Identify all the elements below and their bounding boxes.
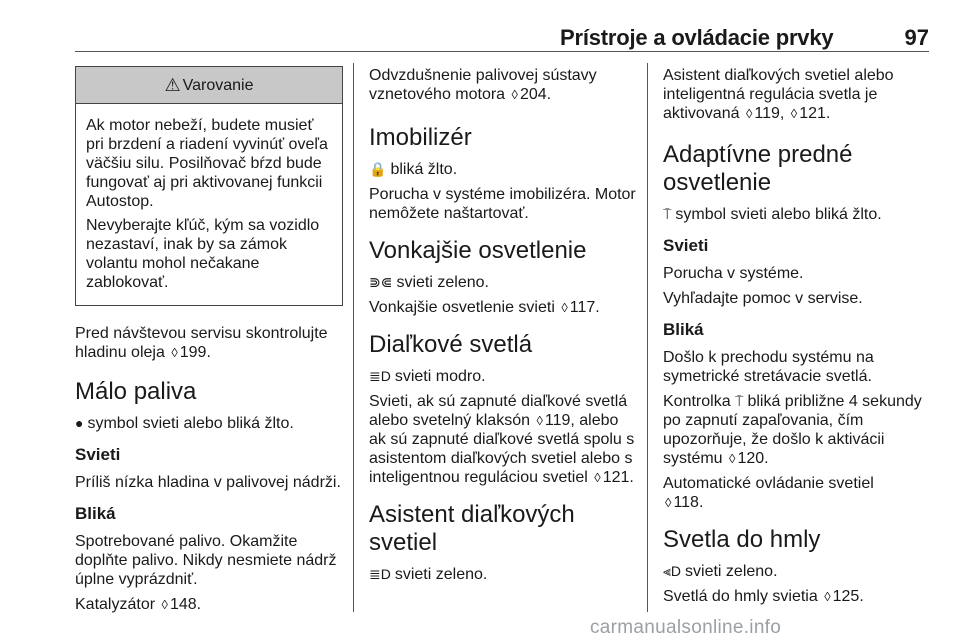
page-number: 97 [904, 25, 929, 50]
page-reference[interactable]: 119, [754, 105, 785, 122]
svieti-text: Porucha v systéme. [663, 265, 804, 282]
page-reference[interactable]: 199. [179, 344, 211, 361]
warning-header [76, 67, 342, 104]
high-beam-text: Svieti, ak sú zapnuté diaľkové svetlá alebo svetelný klaksón ◊ 119, alebo ak sú zapnuté diaľkové svetlá spolu s asistentom diaľkových svetiel alebo s inteligentnou reguláciou svetiel ◊ 121. [369, 393, 635, 486]
adaptive-light-icon: ⍑ [663, 206, 672, 222]
blika-text: Spotrebované palivo. Okamžite doplňte palivo. Nikdy nesmiete nádrž úplne vyprázdniť. [75, 533, 337, 588]
assist-indicator: ≣D svieti zeleno. [369, 566, 488, 583]
section-heading-immobilizer: Imobilizér [369, 124, 472, 151]
column-divider-1 [353, 63, 354, 612]
immobilizer-indicator: 🔒 bliká žlto. [369, 161, 458, 178]
section-heading-exterior-lights: Vonkajšie osvetlenie [369, 237, 587, 264]
column-divider-2 [647, 63, 648, 612]
section-heading-fog-lights: Svetla do hmly [663, 526, 821, 553]
reference-arrow-icon: ◊ [824, 589, 831, 604]
page-reference[interactable]: 121. [602, 469, 634, 486]
reference-arrow-icon: ◊ [161, 597, 168, 612]
warning-title: Varovanie [182, 77, 254, 94]
high-beam-indicator: ≣D svieti modro. [369, 368, 486, 385]
high-beam-icon: ≣D [369, 368, 391, 384]
reference-arrow-icon: ◊ [171, 345, 178, 360]
degas-paragraph: Odvzdušnenie palivovej sústavy vznetového motora ◊ 204. [369, 67, 597, 103]
page-reference[interactable]: 204. [519, 86, 552, 103]
control-lamp-paragraph: Kontrolka ⍑ bliká približne 4 sekundy po zapnutí zapaľovania, čím upozorňuje, že došlo k aktivácii systému ◊ 120. [663, 393, 922, 467]
column-3 [663, 66, 931, 612]
page-reference[interactable]: 125. [832, 588, 864, 605]
reference-arrow-icon: ◊ [536, 413, 543, 428]
column-1 [75, 66, 343, 620]
low-fuel-indicator: ● symbol svieti alebo bliká žlto. [75, 415, 294, 432]
reference-arrow-icon: ◊ [790, 106, 798, 121]
reference-arrow-icon: ◊ [745, 106, 753, 121]
exterior-light-icon: ⋑⋐ [369, 274, 393, 290]
reference-arrow-icon: ◊ [594, 470, 601, 485]
watermark: carmanualsonline.info [590, 617, 782, 638]
page-reference[interactable]: 121. [799, 105, 831, 122]
reference-arrow-icon: ◊ [511, 87, 518, 102]
page-reference[interactable]: 118. [673, 494, 704, 511]
section-heading-high-beam: Diaľkové svetlá [369, 331, 533, 358]
reference-arrow-icon: ◊ [729, 451, 736, 466]
reference-arrow-icon: ◊ [561, 300, 568, 315]
immobilizer-text: Porucha v systéme imobilizéra. Motor nemôžete naštartovať. [369, 186, 636, 222]
warning-box [75, 66, 343, 306]
high-beam-assist-icon: ≣D [369, 566, 391, 582]
warning-triangle-icon: ⚠ [164, 75, 181, 95]
catalyst-paragraph: Katalyzátor ◊ 148. [75, 596, 202, 613]
fuel-indicator-icon: ● [75, 415, 84, 431]
fog-indicator: ⫷D svieti zeleno. [663, 563, 778, 580]
subheading-blika: Bliká [75, 504, 116, 523]
subheading-svieti: Svieti [75, 445, 121, 464]
reference-arrow-icon: ◊ [665, 495, 672, 510]
section-heading-adaptive-lighting: Adaptívne predné osvetlenie [663, 141, 853, 196]
assist-active-paragraph: Asistent diaľkových svetiel alebo inteligentná regulácia svetla je aktivovaná ◊ 119, ◊ 121. [663, 67, 894, 122]
blika-text: Došlo k prechodu systému na symetrické stretávacie svetlá. [663, 349, 874, 385]
exterior-indicator: ⋑⋐ svieti zeleno. [369, 274, 489, 291]
immobilizer-icon: 🔒 [369, 161, 387, 177]
page-reference[interactable]: 119, alebo [544, 412, 619, 429]
page-title: Prístroje a ovládacie prvky [560, 25, 834, 50]
warning-paragraph: Nevyberajte kľúč, kým sa vozidlo nezastaví, inak by sa zámok volantu mohol nečakane zablokovať. [86, 217, 320, 291]
subheading-blika: Bliká [663, 320, 704, 339]
page-reference[interactable]: 120. [737, 450, 769, 467]
section-heading-low-fuel: Málo paliva [75, 378, 197, 405]
header-divider [75, 51, 929, 52]
warning-paragraph: Ak motor nebeží, budete musieť pri brzdení a riadení vyvinúť oveľa väčšiu silu. Posilňovač bŕzd bude fungovať aj pri aktivovanej funkcii Autostop. [86, 117, 328, 210]
exterior-text: Vonkajšie osvetlenie svieti ◊ 117. [369, 299, 600, 316]
svieti-text: Vyhľadajte pomoc v servise. [663, 290, 863, 307]
adaptive-light-icon: ⍑ [735, 393, 744, 409]
page-reference[interactable]: 117. [569, 299, 600, 316]
fog-light-icon: ⫷D [663, 563, 682, 579]
svieti-text: Príliš nízka hladina v palivovej nádrži. [75, 474, 341, 491]
fog-text: Svetlá do hmly svietia ◊ 125. [663, 588, 864, 605]
section-heading-high-beam-assist: Asistent diaľkových svetiel [369, 501, 575, 556]
auto-lighting-paragraph: Automatické ovládanie svetiel ◊ 118. [663, 475, 874, 511]
service-paragraph: Pred návštevou servisu skontrolujte hladinu oleja ◊ 199. [75, 325, 328, 361]
adaptive-indicator: ⍑ symbol svieti alebo bliká žlto. [663, 206, 882, 223]
subheading-svieti: Svieti [663, 236, 709, 255]
column-2 [369, 66, 637, 590]
warning-body [76, 104, 342, 305]
page-reference[interactable]: 148. [169, 596, 202, 613]
